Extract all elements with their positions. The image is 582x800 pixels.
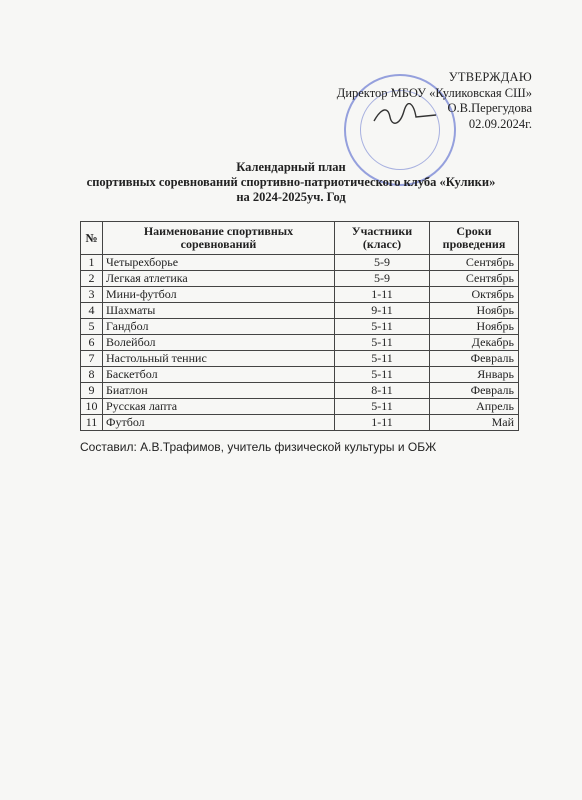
cell-number: 7 <box>81 351 103 367</box>
title-line-3: на 2024-2025уч. Год <box>236 190 346 204</box>
cell-number: 9 <box>81 383 103 399</box>
cell-number: 6 <box>81 335 103 351</box>
cell-dates: Ноябрь <box>430 303 519 319</box>
composer-note: Составил: А.В.Трафимов, учитель физической культуры и ОБЖ <box>80 440 437 454</box>
cell-participants: 1-11 <box>335 415 430 431</box>
cell-dates: Сентябрь <box>430 255 519 271</box>
cell-dates: Май <box>430 415 519 431</box>
cell-dates: Февраль <box>430 351 519 367</box>
title-line-2: спортивных соревнований спортивно-патриотического клуба «Кулики» <box>86 175 496 189</box>
table-row <box>81 383 519 399</box>
cell-dates: Октябрь <box>430 287 519 303</box>
cell-participants: 5-11 <box>335 335 430 351</box>
cell-competition: Баскетбол <box>103 367 335 383</box>
table-row <box>81 415 519 431</box>
table-row <box>81 255 519 271</box>
cell-competition: Шахматы <box>103 303 335 319</box>
cell-competition: Легкая атлетика <box>103 271 335 287</box>
cell-number: 10 <box>81 399 103 415</box>
title-line-1: Календарный план <box>236 160 346 174</box>
cell-competition: Мини-футбол <box>103 287 335 303</box>
cell-dates: Январь <box>430 367 519 383</box>
cell-number: 3 <box>81 287 103 303</box>
approval-date: 02.09.2024г. <box>468 116 532 131</box>
document-title <box>0 160 582 205</box>
cell-number: 8 <box>81 367 103 383</box>
cell-dates: Апрель <box>430 399 519 415</box>
cell-participants: 5-9 <box>335 255 430 271</box>
competition-table <box>80 221 519 431</box>
approval-title: УТВЕРЖДАЮ <box>448 70 532 84</box>
table-body <box>81 255 519 431</box>
cell-competition: Волейбол <box>103 335 335 351</box>
cell-competition: Четырехборье <box>103 255 335 271</box>
cell-dates: Ноябрь <box>430 319 519 335</box>
cell-dates: Декабрь <box>430 335 519 351</box>
cell-participants: 5-11 <box>335 351 430 367</box>
table-row <box>81 367 519 383</box>
header-participants: Участники (класс) <box>335 222 430 255</box>
table-header-row <box>81 222 519 255</box>
cell-number: 2 <box>81 271 103 287</box>
cell-dates: Сентябрь <box>430 271 519 287</box>
cell-number: 5 <box>81 319 103 335</box>
cell-competition: Настольный теннис <box>103 351 335 367</box>
table-row <box>81 319 519 335</box>
approval-block <box>337 70 532 132</box>
cell-participants: 5-9 <box>335 271 430 287</box>
cell-participants: 1-11 <box>335 287 430 303</box>
cell-number: 4 <box>81 303 103 319</box>
table-row <box>81 287 519 303</box>
approval-name: О.В.Перегудова <box>447 101 532 115</box>
cell-number: 11 <box>81 415 103 431</box>
header-number: № <box>81 222 103 255</box>
table-row <box>81 335 519 351</box>
table-row <box>81 399 519 415</box>
cell-participants: 8-11 <box>335 383 430 399</box>
header-competition: Наименование спортивных соревнований <box>103 222 335 255</box>
table-row <box>81 271 519 287</box>
cell-participants: 5-11 <box>335 367 430 383</box>
approval-position: Директор МБОУ «Куликовская СШ» <box>336 85 532 100</box>
cell-competition: Русская лапта <box>103 399 335 415</box>
cell-participants: 9-11 <box>335 303 430 319</box>
cell-competition: Биатлон <box>103 383 335 399</box>
cell-number: 1 <box>81 255 103 271</box>
cell-competition: Футбол <box>103 415 335 431</box>
cell-participants: 5-11 <box>335 319 430 335</box>
cell-competition: Гандбол <box>103 319 335 335</box>
header-dates: Сроки проведения <box>430 222 519 255</box>
table-row <box>81 351 519 367</box>
cell-dates: Февраль <box>430 383 519 399</box>
table-row <box>81 303 519 319</box>
cell-participants: 5-11 <box>335 399 430 415</box>
